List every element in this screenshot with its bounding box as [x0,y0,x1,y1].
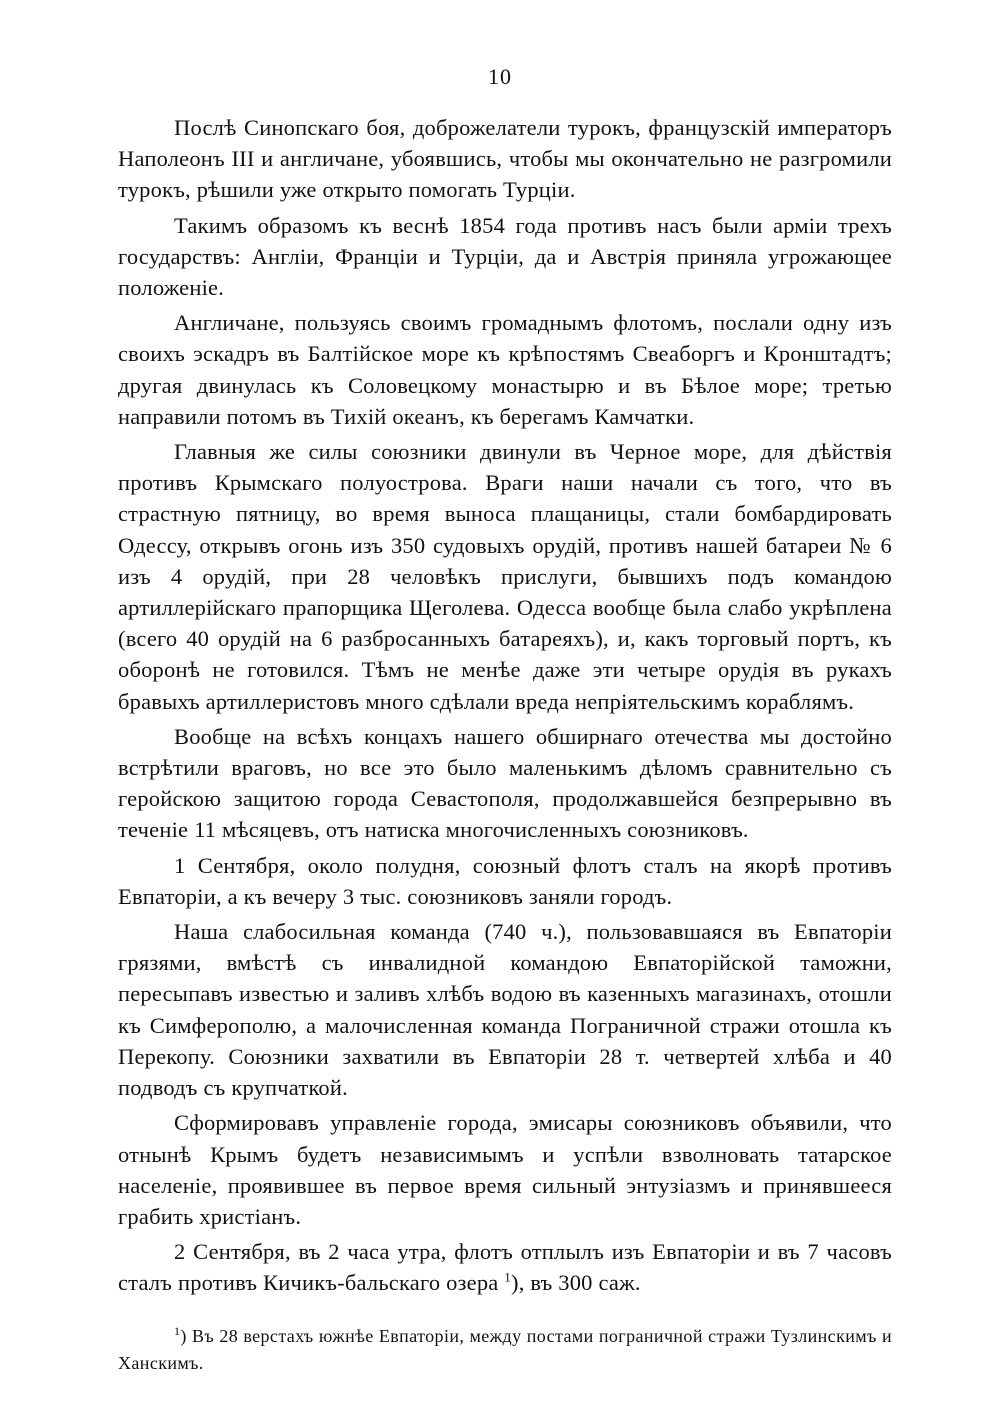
body-text [118,112,892,1299]
paragraph: Вообще на всѣхъ концахъ нашего обширнаго отечества мы достойно встрѣтили враговъ, но все это было маленькимъ дѣломъ сравнительно съ геройскою защитою города Севастополя, продолжавшейся безпрерывно въ теченіе 11 мѣсяцевъ, отъ натиска многочисленныхъ союзниковъ. [118,723,892,843]
paragraph: Англичане, пользуясь своимъ громаднымъ флотомъ, послали одну изъ своихъ эскадръ въ Балтійское море къ крѣпостямъ Свеаборгъ и Кронштадтъ; другая двинулась къ Соловецкому монастырю и въ Бѣлое море; третью направили потомъ въ Тихій океанъ, къ берегамъ Камчатки. [118,310,892,429]
footnote-mark: 1 [174,1324,181,1338]
paragraph-text: 2 Сентября, въ 2 часа утра, флотъ отплылъ изъ Евпаторіи и въ 7 часовъ сталъ противъ Кичикъ-бальскаго озера [118,1239,892,1296]
paragraph: Послѣ Синопскаго боя, доброжелатели турокъ, французскій императоръ Наполеонъ III и англичане, убоявшись, чтобы мы окончательно не разгромили турокъ, рѣшили уже открыто помогать Турціи. [118,115,892,203]
paragraph: Главныя же силы союзники двинули въ Черное море, для дѣйствія противъ Крымскаго полуострова. Враги наши начали съ того, что въ страстную пятницу, во время выноса плащаницы, стали бомбардировать Одессу, открывъ огонь изъ 350 судовыхъ орудій, противъ нашей батареи № 6 изъ 4 орудій, при 28 человѣкъ прислуги, бывшихъ подъ командою артиллерійскаго прапорщика Щеголева. Одесса вообще была слабо укрѣплена (всего 40 орудій на 6 разбросанныхъ батареяхъ), и, какъ торговый портъ, къ оборонѣ не готовился. Тѣмъ не менѣе даже эти четыре орудія въ рукахъ бравыхъ артиллеристовъ много сдѣлали вреда непріятельскимъ кораблямъ. [118,439,892,714]
paragraph: Сформировавъ управленіе города, эмисары союзниковъ объявили, что отнынѣ Крымъ будетъ независимымъ и успѣли взволновать татарское населеніе, проявившее въ первое время сильный энтузіазмъ и принявшееся грабить христіанъ. [118,1110,892,1229]
paragraph-text-end: ), въ 300 саж. [511,1270,641,1296]
footnote-text: ) Въ 28 верстахъ южнѣе Евпаторіи, между постами пограничной стражи Тузлинскимъ и Ханскимъ. [118,1326,892,1373]
paragraph: Наша слабосильная команда (740 ч.), пользовавшаяся въ Евпаторіи грязями, вмѣстѣ съ инвалидной командою Евпаторійской таможни, пересыпавъ известью и заливъ хлѣбъ водою въ казенныхъ магазинахъ, отошли къ Симферополю, а малочисленная команда Пограничной стражи отошла къ Перекопу. Союзники захватили въ Евпаторіи 28 т. четвертей хлѣба и 40 подводъ съ крупчаткой. [118,919,892,1101]
page-number: 10 [488,64,512,89]
paragraph: 1 Сентября, около полудня, союзный флотъ сталъ на якорѣ противъ Евпаторіи, а къ вечеру 3 тыс. союзниковъ заняли городъ. [118,852,892,909]
paragraph: Такимъ образомъ къ веснѣ 1854 года противъ насъ были арміи трехъ государствъ: Англіи, Франціи и Турціи, да и Австрія приняла угрожающее положеніе. [118,212,892,301]
footnote [118,1323,892,1377]
paragraph-with-footnote-ref [118,1236,892,1298]
footnote-reference[interactable]: 1 [504,1269,511,1285]
